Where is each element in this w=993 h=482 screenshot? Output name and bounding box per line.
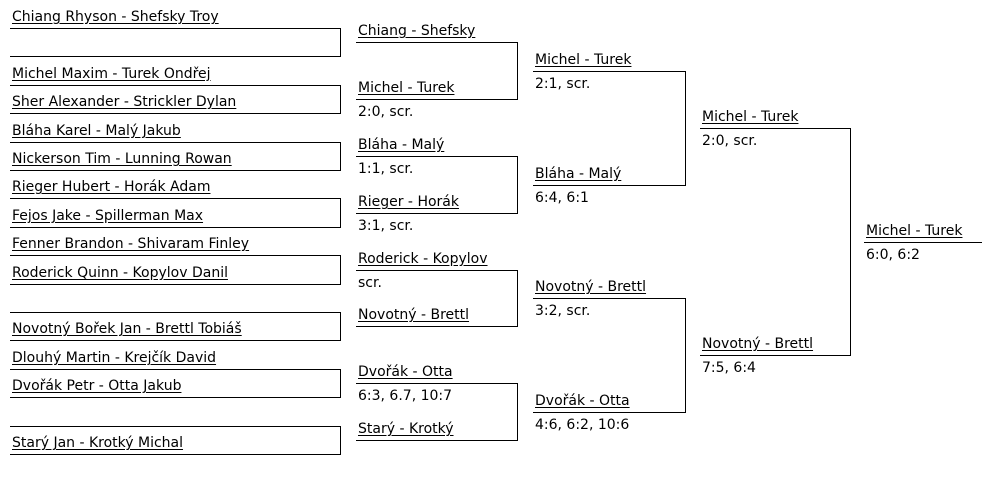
r2-match-score: 2:0, scr. [358, 104, 414, 120]
r1-entry-line [10, 198, 340, 199]
r3-entry-line [533, 298, 685, 299]
r2-match-score: scr. [358, 275, 382, 291]
r3-entry-line [533, 71, 685, 72]
r2-connector [517, 42, 518, 100]
r1-match-name: Roderick Quinn - Kopylov Danil [12, 265, 228, 281]
r4-match-name: Novotný - Brettl [702, 336, 814, 352]
r4-connector [850, 128, 851, 356]
r1-entry-line [10, 369, 340, 370]
r1-entry-line [10, 426, 340, 427]
r2-entry-line [356, 326, 517, 327]
r1-match-name: Novotný Bořek Jan - Brettl Tobiáš [12, 321, 242, 337]
r4-entry-line [700, 355, 850, 356]
r1-connector [340, 28, 341, 57]
r2-entry-line [356, 270, 517, 271]
r1-connector [340, 198, 341, 228]
r4-entry-line [700, 128, 850, 129]
r2-entry-line [356, 440, 517, 441]
r1-entry-line [10, 454, 340, 455]
r2-entry-line [356, 383, 517, 384]
r3-match-score: 6:4, 6:1 [535, 190, 589, 206]
r3-match-name: Dvořák - Otta [535, 393, 630, 409]
r1-entry-line [10, 113, 340, 114]
r1-entry-line [10, 312, 340, 313]
r1-entry-line [10, 56, 340, 57]
r2-match-name: Bláha - Malý [358, 137, 445, 153]
r1-entry-line [10, 227, 340, 228]
r1-match-name: Fenner Brandon - Shivaram Finley [12, 236, 250, 252]
r1-match-name: Rieger Hubert - Horák Adam [12, 179, 211, 195]
r1-match-name: Dlouhý Martin - Krejčík David [12, 350, 217, 366]
r2-match-score: 6:3, 6.7, 10:7 [358, 388, 453, 404]
r1-connector [340, 426, 341, 455]
r1-connector [340, 85, 341, 114]
r3-entry-line [533, 412, 685, 413]
r2-connector [517, 383, 518, 441]
r1-entry-line [10, 85, 340, 86]
r3-match-name: Novotný - Brettl [535, 279, 647, 295]
r1-entry-line [10, 397, 340, 398]
r2-match-name: Roderick - Kopylov [358, 251, 488, 267]
r2-connector [517, 156, 518, 214]
r1-match-name: Dvořák Petr - Otta Jakub [12, 378, 182, 394]
r3-entry-line [533, 185, 685, 186]
r3-match-name: Bláha - Malý [535, 166, 622, 182]
r2-match-score: 1:1, scr. [358, 161, 414, 177]
r1-connector [340, 312, 341, 341]
r3-match-score: 2:1, scr. [535, 76, 591, 92]
r2-match-name: Starý - Krotký [358, 421, 454, 437]
r1-match-name: Michel Maxim - Turek Ondřej [12, 66, 211, 82]
r5-match-name: Michel - Turek [866, 223, 963, 239]
r2-match-name: Novotný - Brettl [358, 307, 470, 323]
r2-entry-line [356, 156, 517, 157]
r2-entry-line [356, 99, 517, 100]
r3-match-name: Michel - Turek [535, 52, 632, 68]
r2-connector [517, 270, 518, 327]
r3-match-score: 3:2, scr. [535, 303, 591, 319]
r1-entry-line [10, 170, 340, 171]
r1-connector [340, 142, 341, 171]
r1-match-name: Fejos Jake - Spillerman Max [12, 208, 204, 224]
r4-match-score: 7:5, 6:4 [702, 360, 756, 376]
r1-entry-line [10, 28, 340, 29]
r2-match-name: Chiang - Shefsky [358, 23, 476, 39]
r1-match-name: Nickerson Tim - Lunning Rowan [12, 151, 232, 167]
r5-match-score: 6:0, 6:2 [866, 247, 920, 263]
r2-match-name: Michel - Turek [358, 80, 455, 96]
r5-entry-line [864, 242, 982, 243]
r1-entry-line [10, 284, 340, 285]
r2-entry-line [356, 213, 517, 214]
r3-match-score: 4:6, 6:2, 10:6 [535, 417, 630, 433]
r3-connector [685, 298, 686, 413]
r2-match-name: Rieger - Horák [358, 194, 459, 210]
r1-match-name: Starý Jan - Krotký Michal [12, 435, 184, 451]
r2-match-name: Dvořák - Otta [358, 364, 453, 380]
r3-connector [685, 71, 686, 186]
r1-match-name: Bláha Karel - Malý Jakub [12, 123, 181, 139]
r4-match-score: 2:0, scr. [702, 133, 758, 149]
r1-entry-line [10, 255, 340, 256]
r1-connector [340, 369, 341, 398]
r2-entry-line [356, 42, 517, 43]
r1-match-name: Sher Alexander - Strickler Dylan [12, 94, 237, 110]
r1-match-name: Chiang Rhyson - Shefsky Troy [12, 9, 219, 25]
r1-entry-line [10, 142, 340, 143]
r2-match-score: 3:1, scr. [358, 218, 414, 234]
r1-connector [340, 255, 341, 285]
r1-entry-line [10, 340, 340, 341]
r4-match-name: Michel - Turek [702, 109, 799, 125]
